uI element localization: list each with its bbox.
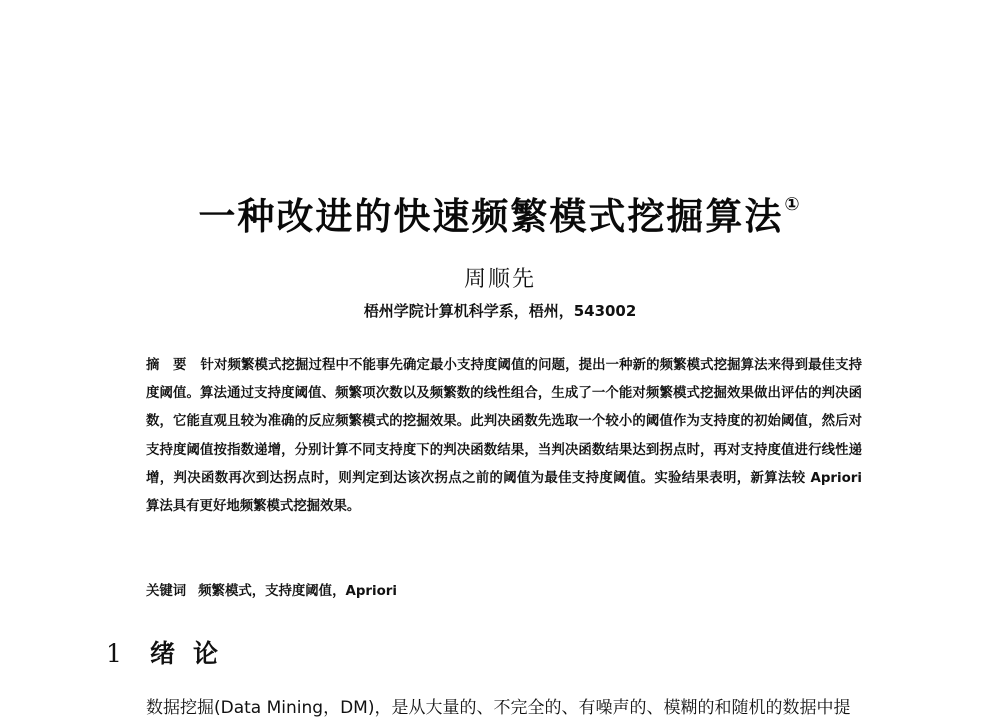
abstract	[146, 352, 862, 521]
abstract-text: 针对频繁模式挖掘过程中不能事先确定最小支持度阈值的问题，提出一种新的频繁模式挖掘算法来得到最佳支持度阈值。算法通过支持度阈值、频繁项次数以及频繁数的线性组合，生成了一个能对频繁模式挖掘效果做出评估的判决函数，它能直观且较为准确的反应频繁模式的挖掘效果。此判决函数先选取一个较小的阈值作为支持度的初始阈值，然后对支持度阈值按指数递增，分别计算不同支持度下的判决函数结果，当判决函数结果达到拐点时，再对支持度值进行线性递增，判决函数再次到达拐点时，则判定到达该次拐点之前的阈值为最佳支持度阈值。实验结果表明，新算法较 Apriori 算法具有更好地频繁模式挖掘效果。	[146, 358, 863, 515]
paper-title-text: 一种改进的快速频繁模式挖掘算法	[198, 195, 784, 238]
body-paragraph: 数据挖掘(Data Mining，DM)，是从大量的、不完全的、有噪声的、模糊的和随机的数据中提	[146, 698, 851, 718]
paper-title	[0, 186, 1000, 240]
section-number: 1	[106, 639, 122, 668]
author-name: 周顺先	[463, 267, 536, 292]
keywords-text: 频繁模式，支持度阈值，Apriori	[198, 584, 398, 599]
abstract-label: 摘 要	[146, 358, 187, 373]
keywords	[146, 580, 862, 599]
title-footnote-marker: ①	[784, 193, 802, 215]
section-title: 绪论	[150, 639, 237, 668]
keywords-label: 关键词	[146, 584, 187, 599]
author-affiliation: 梧州学院计算机科学系，梧州，543002	[363, 302, 637, 320]
section-heading	[106, 634, 236, 670]
